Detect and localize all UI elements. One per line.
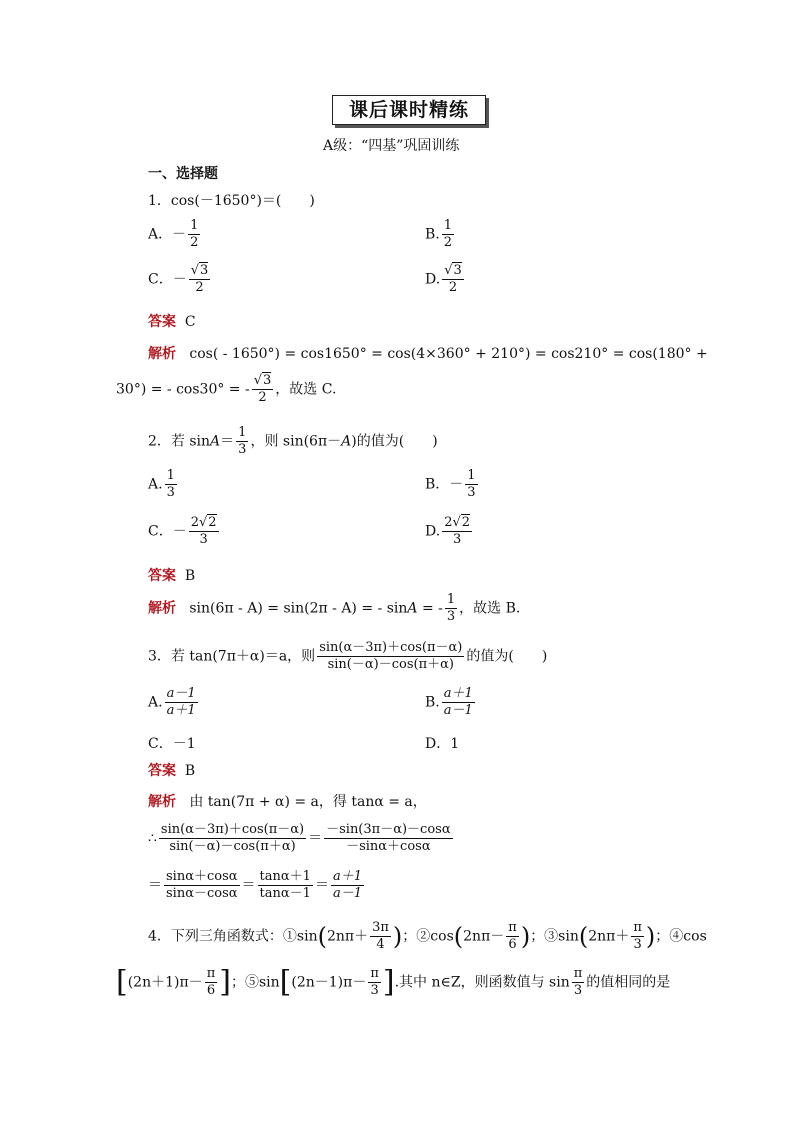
q4-stem-line1: 4．下列三角函数式：①sin(2nπ＋ $\frac{3\pi}{4}$ )；②cos(2nπ－ $\frac{\pi}{6}$ )；③sin(2nπ＋ $\frac{\pi}{3}$ )；④cos [148, 920, 707, 952]
q2-option-d: D. $\frac{2√2}{3}$ [425, 515, 471, 547]
q3-analysis-line3: ＝ $\frac{\sin\alpha+\cos\alpha}{\sin\alpha-\cos\alpha}$ ＝ $\frac{\tan\alpha+1}{\tan\alpha-1}$ ＝ $\frac{a+1}{a-1}$ [148, 869, 362, 901]
q2-answer: 答案 B [148, 568, 196, 584]
q3-option-b: B. $\frac{a+1}{a-1}$ [425, 686, 473, 718]
q3-option-d: D．1 [425, 736, 460, 752]
q3-analysis-line1: 解析 由 tan(7π + α) = a，得 tanα = a， [148, 794, 427, 810]
q3-option-a: A. $\frac{a-1}{a+1}$ [148, 686, 196, 718]
q2-option-b: B．－ $\frac{1}{3}$ [425, 468, 476, 500]
level-subtitle: A级：“四基”巩固训练 [323, 138, 460, 154]
q2-option-c: C．－ $\frac{2√2}{3}$ [148, 515, 217, 547]
q1-analysis-line1: 解析 cos( - 1650°) = cos1650° = cos(4×360° + 210°) = cos210° = cos(180° + [148, 346, 708, 362]
q2-option-a: A. $\frac{1}{3}$ [148, 468, 175, 500]
q1-analysis-line2: 30°) = - cos30° = - $\frac{√3}{2}$ ，故选 C. [116, 373, 337, 405]
q3-option-c: C．－1 [148, 736, 196, 752]
q1-option-d: D. $\frac{√3}{2}$ [425, 263, 462, 295]
q3-stem: 3．若 tan(7π＋α)＝a，则 $\frac{\sin(\alpha-3\pi)+\cos(\pi-\alpha)}{\sin(-\alpha)-\cos(\pi+\alpha)}$ 的值为( ) [148, 640, 548, 672]
q4-stem-line2: [(2n＋1)π－ $\frac{\pi}{6}$ ]；⑤sin[(2n－1)π－ $\frac{\pi}{3}$ ].其中 n∈Z，则函数值与 sin $\frac{\pi}{3}$ 的值相同的是 [116, 964, 671, 1000]
q1-answer: 答案 C [148, 314, 196, 330]
section-heading: 一、选择题 [148, 166, 218, 182]
q1-option-b: B. $\frac{1}{2}$ [425, 218, 453, 250]
q3-analysis-line2: ∴ $\frac{\sin(\alpha-3\pi)+\cos(\pi-\alpha)}{\sin(-\alpha)-\cos(\pi+\alpha)}$ ＝ $\frac{-\sin(3\pi-\alpha)-\cos\alpha}{-\sin\alpha+\cos\alpha}$ [148, 822, 451, 854]
q2-analysis: 解析 sin(6π - A) = sin(2π - A) = - sinA = - $\frac{1}{3}$ ，故选 B. [148, 592, 521, 624]
q1-stem: 1．cos(－1650°)＝( ) [148, 193, 315, 209]
q3-answer: 答案 B [148, 763, 196, 779]
q1-option-a: A．－ $\frac{1}{2}$ [148, 218, 199, 250]
q1-option-c: C．－ $\frac{√3}{2}$ [148, 263, 209, 295]
q2-stem: 2．若 sinA＝ $\frac{1}{3}$ ，则 sin(6π－A)的值为( ) [148, 425, 438, 457]
page-title: 课后课时精练 [332, 95, 486, 125]
